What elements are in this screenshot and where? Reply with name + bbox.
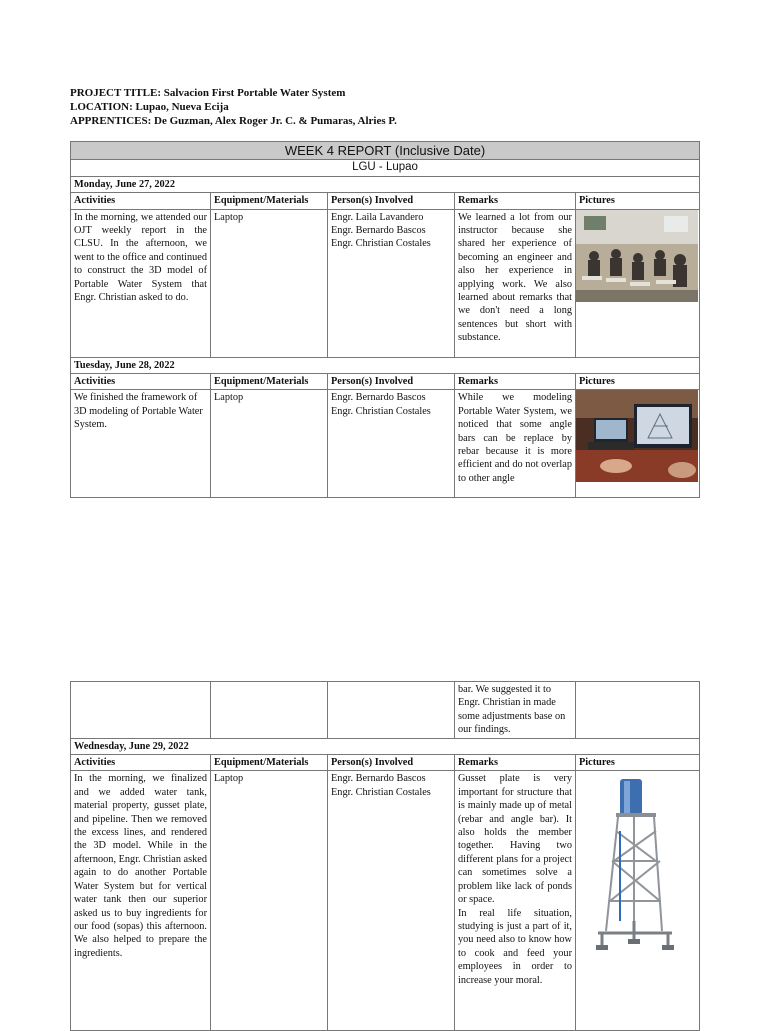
- remarks-cell: While we modeling Portable Water System, we noticed that some angle bars can be replace by rebar because it is more efficient and do not overlap to other angle: [455, 390, 576, 498]
- person-name: Engr. Bernardo Bascos: [331, 225, 426, 237]
- col-equipment: Equipment/Materials: [211, 755, 328, 771]
- weekly-report-table: [70, 141, 700, 498]
- col-pictures: Pictures: [576, 193, 700, 209]
- picture-cell: [576, 771, 700, 1031]
- col-persons: Person(s) Involved: [328, 755, 455, 771]
- table-row: [71, 771, 700, 1031]
- col-equipment: Equipment/Materials: [211, 374, 328, 390]
- week-title: WEEK 4 REPORT (Inclusive Date): [71, 142, 700, 160]
- weekly-report-table-continued: [70, 681, 700, 1031]
- person-name: Engr. Bernardo Bascos: [331, 392, 426, 404]
- col-activities: Activities: [71, 193, 211, 209]
- remarks-cell: We learned a lot from our instructor because she shared her experience of becoming an engineer and also her experience in applying work. We also learned about remarks that we don't need a long sentences but short with substance.: [455, 209, 576, 357]
- column-headers: [71, 374, 700, 390]
- activity-cell: We finished the framework of 3D modeling of Portable Water System.: [71, 390, 211, 498]
- col-activities: Activities: [71, 374, 211, 390]
- activity-cell: In the morning, we attended our OJT weekly report in the CLSU. In the afternoon, we went to the office and continued to construct the 3D model of Portable Water System that Engr. Christian asked to do.: [71, 209, 211, 357]
- table-row: [71, 682, 700, 739]
- col-persons: Person(s) Involved: [328, 374, 455, 390]
- remarks-text: Gusset plate is very important for structure that is mainly made up of metal (rebar and angle bar). It also holds the member together. Having two different plans for a project can sometimes solve a problem like lack of ponds or space.: [458, 773, 572, 906]
- person-name: Engr. Christian Costales: [331, 786, 431, 798]
- project-title: PROJECT TITLE: Salvacion First Portable Water System: [70, 87, 346, 99]
- col-pictures: Pictures: [576, 374, 700, 390]
- remarks-cell: [455, 771, 576, 1031]
- apprentices: APPRENTICES: De Guzman, Alex Roger Jr. C. & Pumaras, Alries P.: [70, 115, 397, 127]
- classroom-photo: [576, 210, 698, 302]
- day-date: Wednesday, June 29, 2022: [71, 738, 700, 754]
- persons-cell: [328, 209, 455, 357]
- document-header: [70, 86, 397, 128]
- picture-cell: [576, 209, 700, 357]
- table-row: [71, 390, 700, 498]
- water-tower-model-image: [576, 771, 698, 971]
- laptop-work-photo: [576, 390, 698, 482]
- day-date: Monday, June 27, 2022: [71, 176, 700, 192]
- col-remarks: Remarks: [455, 755, 576, 771]
- col-remarks: Remarks: [455, 374, 576, 390]
- remarks-cell-continued: bar. We suggested it to Engr. Christian in made some adjustments base on our findings.: [455, 682, 576, 739]
- person-name: Engr. Laila Lavandero: [331, 211, 424, 223]
- persons-cell: [328, 771, 455, 1031]
- picture-cell: [576, 390, 700, 498]
- lgu-label: LGU - Lupao: [71, 160, 700, 176]
- col-pictures: Pictures: [576, 755, 700, 771]
- col-activities: Activities: [71, 755, 211, 771]
- remarks-text-extra: In real life situation, studying is just a part of it, you need also to know how to cook and feed your employees in order to increase your moral.: [458, 907, 572, 986]
- col-persons: Person(s) Involved: [328, 193, 455, 209]
- persons-cell: [328, 390, 455, 498]
- column-headers: [71, 193, 700, 209]
- equipment-cell: Laptop: [211, 771, 328, 1031]
- person-name: Engr. Christian Costales: [331, 238, 431, 250]
- person-name: Engr. Christian Costales: [331, 405, 431, 417]
- activity-cell: In the morning, we finalized and we added water tank, material property, gusset plate, and pipeline. Then we removed the excess lines, and rendered the 3D model. While in the afternoon, Engr. Christian asked again to do another Portable Water System but for vertical water tank then our superior asked us to buy ingredients for our food (sopas) this afternoon. We also helped to prepare the ingredients.: [71, 771, 211, 1031]
- location: LOCATION: Lupao, Nueva Ecija: [70, 101, 229, 113]
- equipment-cell: Laptop: [211, 390, 328, 498]
- equipment-cell: Laptop: [211, 209, 328, 357]
- col-equipment: Equipment/Materials: [211, 193, 328, 209]
- day-date: Tuesday, June 28, 2022: [71, 357, 700, 373]
- col-remarks: Remarks: [455, 193, 576, 209]
- table-row: [71, 209, 700, 357]
- column-headers: [71, 755, 700, 771]
- person-name: Engr. Bernardo Bascos: [331, 773, 426, 785]
